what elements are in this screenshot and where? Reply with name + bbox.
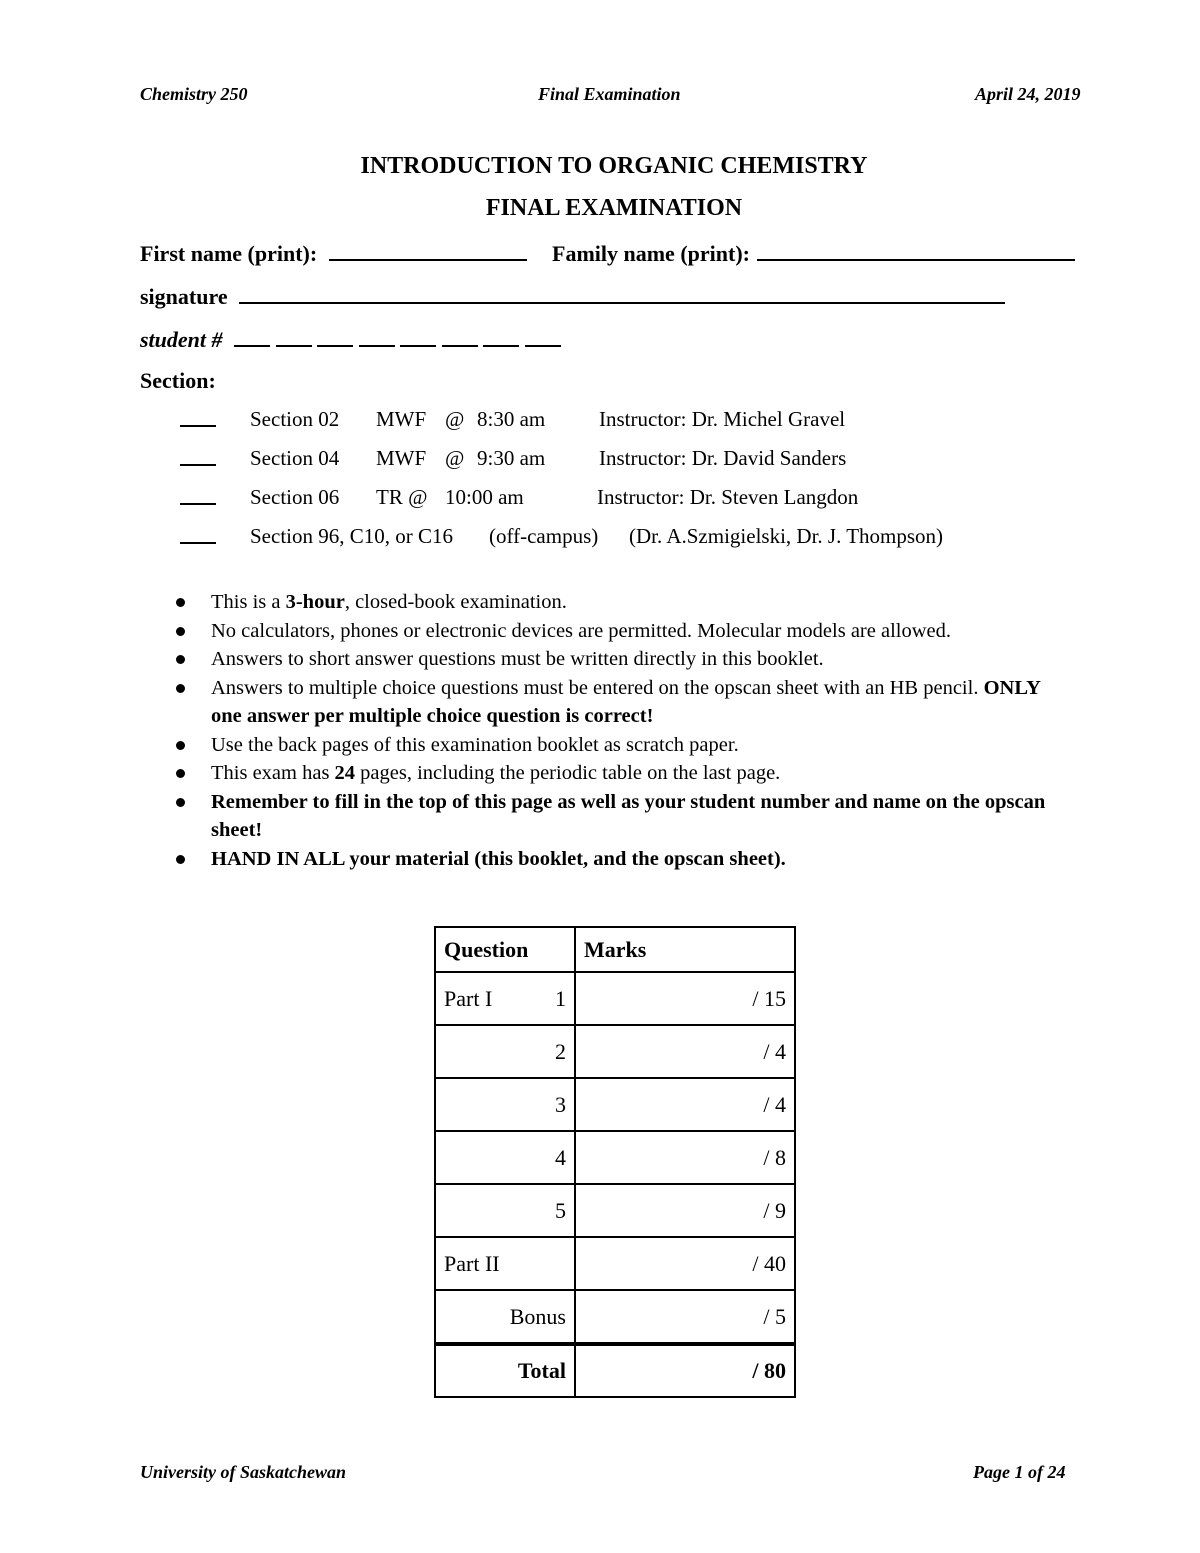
student-number-label: student # <box>140 327 223 352</box>
header-course: Chemistry 250 <box>140 84 248 104</box>
total-label: Total <box>435 1344 575 1397</box>
table-row <box>435 1184 795 1237</box>
section-checkbox[interactable] <box>180 407 216 427</box>
part-label: Part II <box>444 1250 500 1276</box>
table-row <box>435 1131 795 1184</box>
first-name-line[interactable] <box>329 239 527 261</box>
bullet-icon <box>176 627 185 636</box>
section-heading: Section: <box>140 368 216 393</box>
page-subtitle: FINAL EXAMINATION <box>485 195 743 221</box>
section-name: Section 02 <box>250 407 340 431</box>
student-digit[interactable] <box>359 325 395 347</box>
section-time: 9:30 am <box>477 446 546 470</box>
header-date: April 24, 2019 <box>975 84 1081 104</box>
bullet-icon <box>176 798 185 807</box>
student-digit[interactable] <box>442 325 478 347</box>
column-header-question: Question <box>435 927 575 972</box>
table-row <box>435 1290 795 1344</box>
section-name: Section 06 <box>250 485 340 509</box>
table-row <box>435 1025 795 1078</box>
section-at: @ <box>445 446 465 470</box>
instruction-item: No calculators, phones or electronic devices are permitted. Molecular models are allowed. <box>170 617 1070 646</box>
section-name: Section 04 <box>250 446 340 470</box>
footer-university: University of Saskatchewan <box>140 1462 347 1482</box>
question-number: 2 <box>555 1038 566 1064</box>
table-header-row <box>435 927 795 972</box>
family-name-field[interactable] <box>552 239 1075 267</box>
page-title: INTRODUCTION TO ORGANIC CHEMISTRY <box>360 153 868 179</box>
column-header-marks: Marks <box>575 927 795 972</box>
section-checkbox[interactable] <box>180 485 216 505</box>
table-total-row <box>435 1344 795 1397</box>
signature-label: signature <box>140 284 228 309</box>
section-checkbox[interactable] <box>180 446 216 466</box>
instruction-item: Answers to multiple choice questions must be entered on the opscan sheet with an HB pencil. ONLY one answer per multiple choice question is correct! <box>170 674 1041 731</box>
question-number: 5 <box>555 1197 566 1223</box>
instruction-item: This exam has 24 pages, including the periodic table on the last page. <box>170 759 1070 788</box>
signature-field[interactable] <box>140 282 1005 310</box>
student-number-field[interactable] <box>140 325 561 353</box>
table-row <box>435 1078 795 1131</box>
instruction-item: Remember to fill in the top of this page as well as your student number and name on the opscan sheet! <box>170 788 1081 845</box>
marks-table <box>434 926 796 1398</box>
section-checkbox[interactable] <box>180 524 216 544</box>
section-days: (off-campus) <box>489 524 599 548</box>
section-instructor: Instructor: Dr. David Sanders <box>599 446 847 470</box>
section-time: 10:00 am <box>445 485 524 509</box>
bullet-icon <box>176 741 185 750</box>
student-digit[interactable] <box>234 325 270 347</box>
total-marks: / 80 <box>575 1344 795 1397</box>
question-number: 3 <box>555 1091 566 1117</box>
instruction-item: Answers to short answer questions must be written directly in this booklet. <box>170 645 1070 674</box>
part-label: Part I <box>444 985 493 1011</box>
bullet-icon <box>176 769 185 778</box>
instruction-item: This is a 3-hour, closed-book examination. <box>170 588 1070 617</box>
family-name-line[interactable] <box>757 239 1075 261</box>
table-row <box>435 972 795 1025</box>
footer-page-number: Page 1 of 24 <box>973 1462 1066 1482</box>
instruction-item: Use the back pages of this examination booklet as scratch paper. <box>170 731 1070 760</box>
instruction-item: HAND IN ALL your material (this booklet, and the opscan sheet). <box>170 845 1070 874</box>
section-name: Section 96, C10, or C16 <box>250 524 453 548</box>
marks-cell: / 9 <box>575 1184 795 1237</box>
header-exam: Final Examination <box>538 84 681 104</box>
bullet-icon <box>176 684 185 693</box>
bullet-icon <box>176 855 185 864</box>
student-digit[interactable] <box>525 325 561 347</box>
student-digit[interactable] <box>276 325 312 347</box>
marks-cell: / 8 <box>575 1131 795 1184</box>
bullet-icon <box>176 655 185 664</box>
marks-cell: / 40 <box>575 1237 795 1290</box>
first-name-field[interactable] <box>140 239 527 267</box>
student-digit[interactable] <box>317 325 353 347</box>
section-days: TR @ <box>376 485 428 509</box>
student-digit[interactable] <box>483 325 519 347</box>
family-name-label: Family name (print): <box>552 241 750 266</box>
bonus-label: Bonus <box>435 1290 575 1344</box>
section-instructor: Instructor: Dr. Michel Gravel <box>599 407 846 431</box>
section-at: @ <box>445 407 465 431</box>
section-time: 8:30 am <box>477 407 546 431</box>
marks-cell: / 4 <box>575 1078 795 1131</box>
section-days: MWF <box>376 407 427 431</box>
bullet-icon <box>176 598 185 607</box>
question-number: 1 <box>555 985 566 1011</box>
question-number: 4 <box>555 1144 566 1170</box>
section-days: MWF <box>376 446 427 470</box>
section-instructor: (Dr. A.Szmigielski, Dr. J. Thompson) <box>629 524 944 548</box>
table-row <box>435 1237 795 1290</box>
signature-line[interactable] <box>239 282 1005 304</box>
section-instructor: Instructor: Dr. Steven Langdon <box>597 485 859 509</box>
student-digit[interactable] <box>400 325 436 347</box>
marks-cell: / 5 <box>575 1290 795 1344</box>
instructions-list <box>170 588 1070 873</box>
marks-cell: / 4 <box>575 1025 795 1078</box>
marks-cell: / 15 <box>575 972 795 1025</box>
first-name-label: First name (print): <box>140 241 318 266</box>
